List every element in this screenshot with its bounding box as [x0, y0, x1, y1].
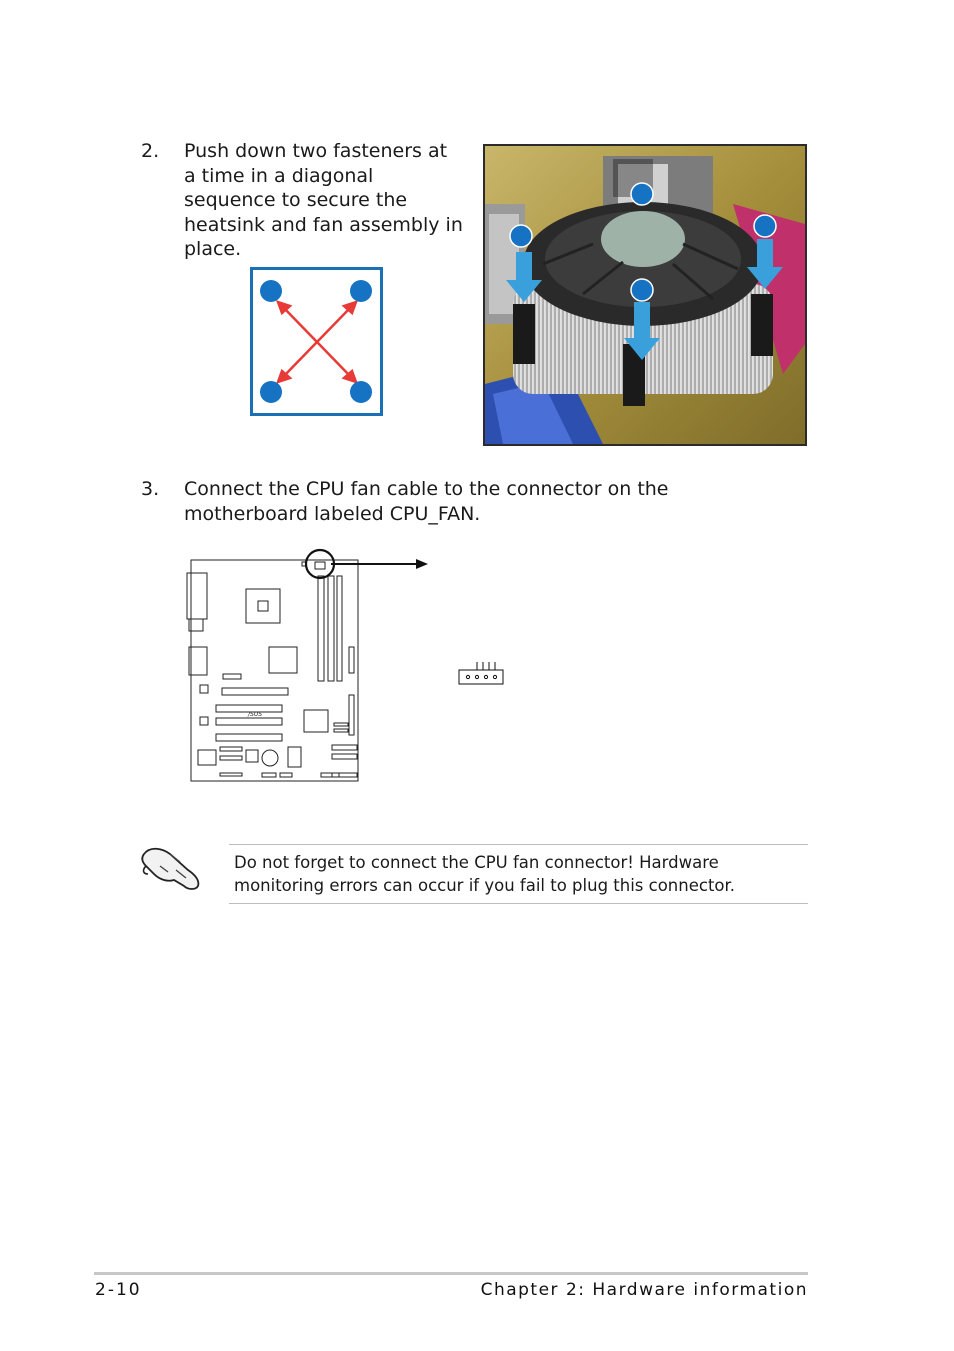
note-text: Do not forget to connect the CPU fan connector! Hardware monitoring errors can occur if you fail to plug this connector. — [234, 853, 736, 895]
fastener-marker-4 — [754, 215, 776, 237]
fastener-marker-3 — [631, 279, 653, 301]
chapter-title: Chapter 2: Hardware information — [480, 1280, 808, 1300]
fastener-marker-top-left — [260, 280, 282, 302]
diagonal-sequence-diagram — [250, 267, 383, 416]
fan-connector-icon — [459, 662, 503, 684]
step-text: Connect the CPU fan cable to the connector on the motherboard labeled CPU_FAN. — [184, 478, 669, 525]
note-rule-bottom — [229, 903, 808, 904]
asus-logo: /SUS — [248, 711, 263, 718]
fastener-marker-bottom-right — [350, 381, 372, 403]
page-number: 2-10 — [95, 1280, 142, 1300]
heatsink-fan-photo — [483, 144, 807, 446]
cpu-fan-highlight-circle — [306, 550, 334, 578]
hand-pointer-icon — [140, 840, 204, 892]
note-rule-top — [229, 844, 808, 845]
arrow-right-icon — [416, 559, 428, 569]
fastener-marker-1 — [631, 183, 653, 205]
fastener-marker-bottom-left — [260, 381, 282, 403]
step-text: Push down two fasteners at a time in a diagonal sequence to secure the heatsink and fan assembly in place. — [184, 140, 463, 260]
step-number: 2. — [141, 140, 160, 162]
fastener-marker-2 — [510, 225, 532, 247]
motherboard-layout-diagram — [184, 547, 514, 787]
step-number: 3. — [141, 478, 160, 500]
footer-rule — [94, 1272, 808, 1275]
fastener-marker-top-right — [350, 280, 372, 302]
